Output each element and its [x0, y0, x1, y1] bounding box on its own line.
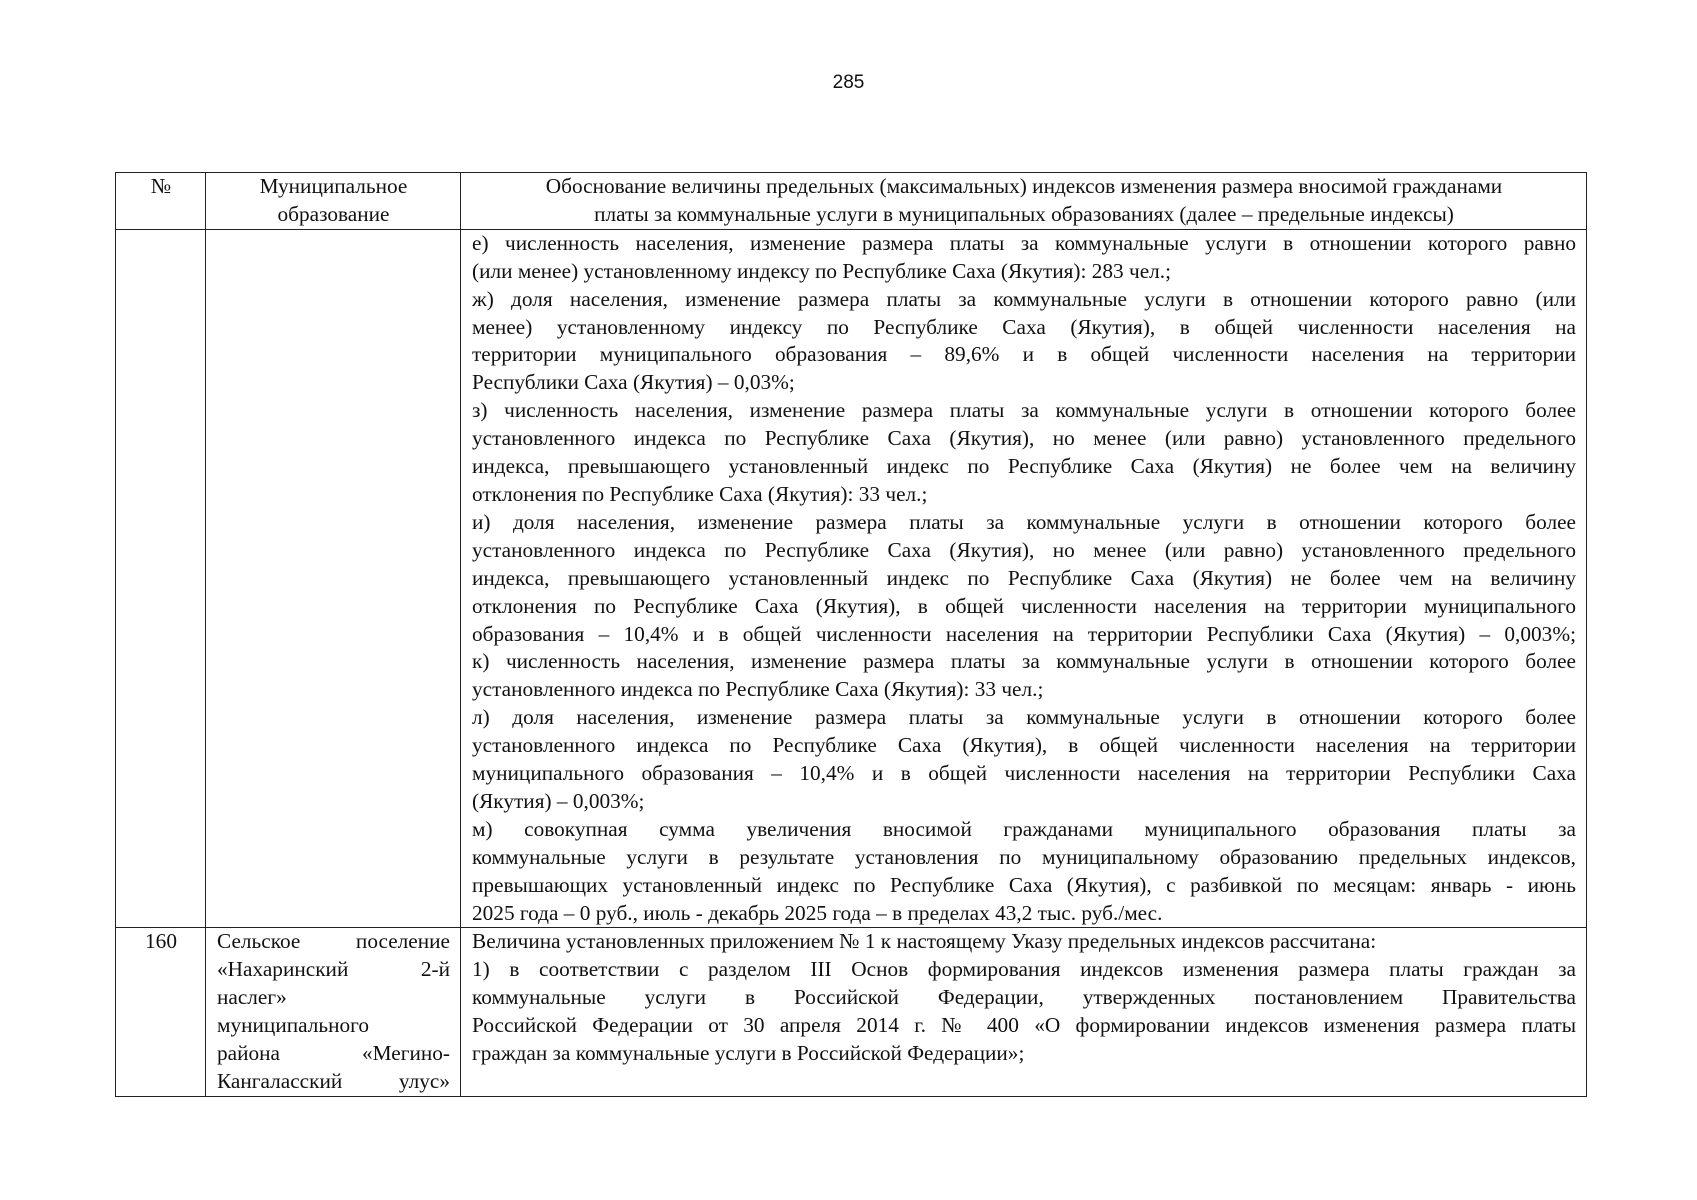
table-row — [116, 928, 1587, 1096]
justification-line: Величина установленных приложением № 1 к настоящему Указу предельных индексов рассчитана: — [472, 929, 1377, 954]
justification-line: граждан за коммунальные услуги в Российской Федерации»; — [472, 1041, 1025, 1066]
header-line: Обоснование величины предельных (максимальных) индексов изменения размера вносимой гражданами — [545, 174, 1503, 198]
justification-line: установленного индекса по Республике Саха (Якутия): 33 чел.; — [472, 677, 1044, 702]
justification-line: отклонения по Республике Саха (Якутия): 33 чел.; — [472, 481, 928, 506]
justification-line: отклонения по Республике Саха (Якутия), в общей численности населения на территории муниципального — [472, 593, 1576, 618]
row-number: 160 — [116, 928, 206, 1096]
justification-cell — [461, 229, 1587, 928]
justification-line: установленного индекса по Республике Саха (Якутия), но менее (или равно) установленного предельного — [472, 426, 1576, 451]
justification-cell — [461, 928, 1587, 1096]
justification-line: Республики Саха (Якутия) – 0,03%; — [472, 370, 795, 395]
justification-line: (Якутия) – 0,003%; — [472, 788, 645, 813]
header-number: № — [116, 173, 206, 230]
justification-line: 2025 года – 0 руб., июль - декабрь 2025 года – в пределах 43,2 тыс. руб./мес. — [472, 900, 1163, 925]
municipality-line: «Нахаринский 2-й — [217, 957, 450, 982]
table-header-row — [116, 173, 1587, 230]
municipality-line: Кангаласский улус» — [217, 1069, 450, 1093]
justification-line: коммунальные услуги в результате установления по муниципальному образованию предельных индексов, — [472, 844, 1576, 869]
justification-line: к) численность населения, изменение размера платы за коммунальные услуги в отношении которого более — [472, 649, 1576, 674]
justification-line: индекса, превышающего установленный индекс по Республике Саха (Якутия) не более чем на величину — [472, 454, 1576, 479]
municipality-cell — [206, 928, 461, 1096]
justification-line: Российской Федерации от 30 апреля 2014 г. № 400 «О формировании индексов изменения размера платы — [472, 1013, 1576, 1038]
header-justification — [461, 173, 1587, 230]
page-number: 285 — [832, 72, 865, 93]
header-line: Муниципальное — [259, 174, 408, 198]
header-municipality — [206, 173, 461, 230]
municipality-line: наслег» — [217, 985, 287, 1010]
table-row — [116, 229, 1587, 928]
header-line: образование — [277, 201, 390, 226]
justification-line: индекса, превышающего установленный индекс по Республике Саха (Якутия) не более чем на величину — [472, 565, 1576, 590]
justification-line: и) доля населения, изменение размера платы за коммунальные услуги в отношении которого более — [472, 509, 1576, 534]
justification-line: м) совокупная сумма увеличения вносимой гражданами муниципального образования платы за — [472, 816, 1576, 841]
justification-line: менее) установленному индексу по Республике Саха (Якутия), в общей численности населения на — [472, 314, 1576, 339]
row-number — [116, 229, 206, 928]
justification-line: е) численность населения, изменение размера платы за коммунальные услуги в отношении которого равно — [472, 230, 1576, 255]
municipality-cell — [206, 229, 461, 928]
justification-line: превышающих установленный индекс по Республике Саха (Якутия), с разбивкой по месяцам: январь - июнь — [472, 872, 1576, 897]
justification-line: (или менее) установленному индексу по Республике Саха (Якутия): 283 чел.; — [472, 258, 1172, 283]
justification-line: установленного индекса по Республике Саха (Якутия), в общей численности населения на территории — [472, 733, 1576, 758]
municipality-line: муниципального — [217, 1013, 369, 1038]
justification-line: ж) доля населения, изменение размера платы за коммунальные услуги в отношении которого равно (или — [472, 286, 1576, 311]
justification-line: муниципального образования – 10,4% и в общей численности населения на территории Республики Саха — [472, 761, 1576, 786]
justification-line: установленного индекса по Республике Саха (Якутия), но менее (или равно) установленного предельного — [472, 537, 1576, 562]
justification-line: территории муниципального образования – 89,6% и в общей численности населения на территории — [472, 342, 1576, 367]
justification-line: з) численность населения, изменение размера платы за коммунальные услуги в отношении которого более — [472, 398, 1576, 423]
municipality-line: района «Мегино- — [217, 1041, 450, 1066]
justification-line: коммунальные услуги в Российской Федерации, утвержденных постановлением Правительства — [472, 985, 1576, 1010]
justification-line: образования – 10,4% и в общей численности населения на территории Республики Саха (Якутия) – 0,003%; — [472, 621, 1576, 646]
header-line: платы за коммунальные услуги в муниципальных образованиях (далее – предельные индексы) — [594, 201, 1454, 226]
justification-line: 1) в соответствии с разделом III Основ формирования индексов изменения размера платы граждан за — [472, 957, 1576, 982]
limit-indices-table — [115, 172, 1587, 1097]
municipality-line: Сельское поселение — [217, 929, 450, 954]
justification-line: л) доля населения, изменение размера платы за коммунальные услуги в отношении которого более — [472, 705, 1576, 730]
